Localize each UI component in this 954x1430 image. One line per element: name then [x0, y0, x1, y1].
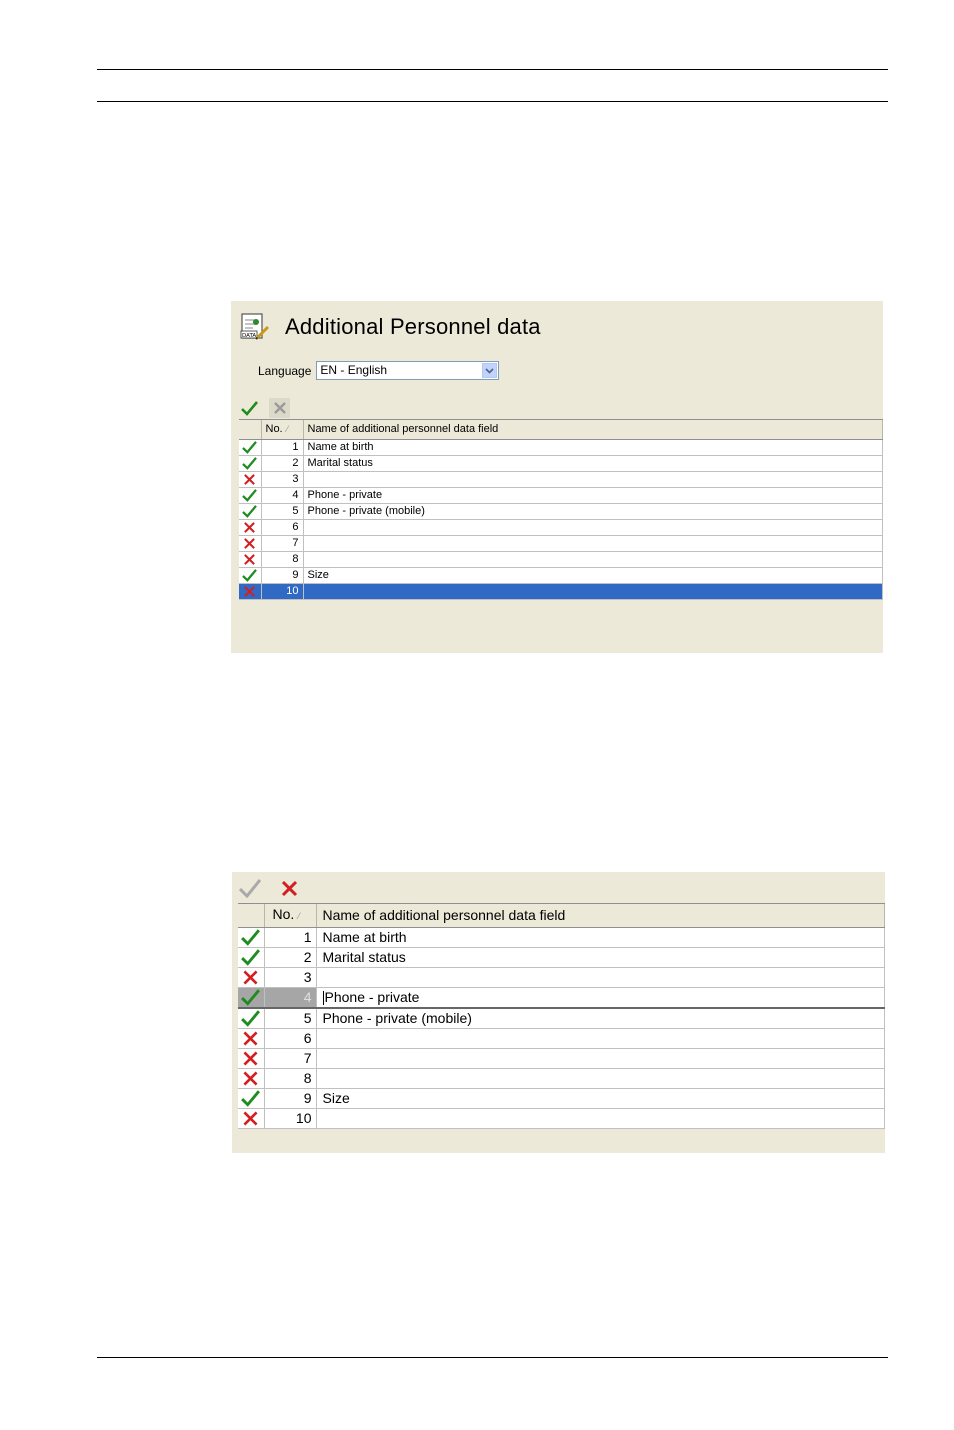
- language-select[interactable]: [316, 361, 499, 380]
- row-status-cell[interactable]: [239, 536, 261, 552]
- table-row[interactable]: [238, 948, 885, 968]
- cross-icon: [243, 473, 256, 486]
- table-row[interactable]: [239, 488, 883, 504]
- additional-personnel-data-dialog: [231, 301, 883, 653]
- cross-icon: [243, 521, 256, 534]
- row-status-cell[interactable]: [239, 488, 261, 504]
- cross-icon: [242, 969, 259, 986]
- checkmark-icon: [241, 1010, 260, 1027]
- personnel-fields-grid: [238, 903, 885, 1129]
- table-row[interactable]: [239, 472, 883, 488]
- field-name-cell[interactable]: [303, 552, 883, 568]
- cross-icon: [281, 880, 298, 897]
- row-number-cell: 10: [261, 584, 303, 600]
- row-number-cell: 3: [261, 472, 303, 488]
- header-rule-bottom: [97, 101, 888, 102]
- field-name-cell[interactable]: Size: [303, 568, 883, 584]
- checkmark-icon: [241, 929, 260, 946]
- dialog-header: [239, 311, 541, 343]
- row-number-cell: 8: [264, 1069, 316, 1089]
- row-number-cell: 9: [261, 568, 303, 584]
- chevron-down-icon[interactable]: [482, 363, 497, 378]
- personnel-fields-grid-zoomed: [232, 872, 885, 1153]
- row-number-cell: 2: [264, 948, 316, 968]
- field-name-cell[interactable]: Name at birth: [316, 928, 885, 948]
- grid-header-row: [238, 904, 885, 928]
- row-number-cell: 6: [264, 1029, 316, 1049]
- activate-button[interactable]: [239, 398, 260, 418]
- no-column-header[interactable]: No. ⁄: [264, 904, 316, 928]
- field-name-cell[interactable]: Phone - private: [303, 488, 883, 504]
- field-name-cell[interactable]: Size: [316, 1089, 885, 1109]
- row-status-cell[interactable]: [239, 440, 261, 456]
- field-name-cell[interactable]: [303, 584, 883, 600]
- activate-button[interactable]: [238, 876, 262, 900]
- row-status-cell[interactable]: [239, 584, 261, 600]
- status-column-header[interactable]: [239, 420, 261, 440]
- row-number-cell: 5: [264, 1008, 316, 1029]
- row-number-cell: 3: [264, 968, 316, 988]
- name-column-header[interactable]: Name of additional personnel data field: [316, 904, 885, 928]
- language-value: EN - English: [320, 363, 388, 377]
- row-status-cell[interactable]: [238, 948, 264, 968]
- checkmark-icon: [242, 441, 257, 454]
- row-number-cell: 1: [264, 928, 316, 948]
- row-number-cell: 9: [264, 1089, 316, 1109]
- checkmark-icon: [241, 989, 260, 1006]
- table-row[interactable]: [238, 988, 885, 1009]
- table-row[interactable]: [238, 1049, 885, 1069]
- row-status-cell[interactable]: [238, 968, 264, 988]
- row-status-cell[interactable]: [239, 472, 261, 488]
- field-name-cell[interactable]: Phone - private (mobile): [303, 504, 883, 520]
- cross-icon: [273, 401, 287, 415]
- svg-text:DATA: DATA: [242, 333, 257, 339]
- row-status-cell[interactable]: [239, 520, 261, 536]
- row-number-cell: 7: [261, 536, 303, 552]
- row-number-cell: 8: [261, 552, 303, 568]
- table-row[interactable]: [238, 928, 885, 948]
- table-row[interactable]: [239, 520, 883, 536]
- name-column-header[interactable]: Name of additional personnel data field: [303, 420, 883, 440]
- no-column-header[interactable]: No. ⁄: [261, 420, 303, 440]
- row-status-cell[interactable]: [239, 456, 261, 472]
- table-row[interactable]: [238, 1109, 885, 1129]
- personnel-fields-grid: [239, 419, 883, 600]
- checkmark-icon: [241, 949, 260, 966]
- row-status-cell[interactable]: [238, 1008, 264, 1029]
- table-row[interactable]: [239, 456, 883, 472]
- table-row[interactable]: [238, 1069, 885, 1089]
- table-row[interactable]: [239, 552, 883, 568]
- deactivate-button[interactable]: [269, 398, 290, 418]
- header-rule-top: [97, 69, 888, 70]
- row-status-cell[interactable]: [238, 928, 264, 948]
- checkmark-icon: [242, 505, 257, 518]
- row-number-cell: 2: [261, 456, 303, 472]
- grid-header-row: [239, 420, 883, 440]
- table-row[interactable]: [238, 1029, 885, 1049]
- row-number-cell: 7: [264, 1049, 316, 1069]
- text-caret: [323, 991, 324, 1005]
- row-status-cell[interactable]: [238, 1029, 264, 1049]
- checkmark-icon: [239, 879, 261, 898]
- checkmark-icon: [242, 489, 257, 502]
- deactivate-button[interactable]: [277, 876, 301, 900]
- field-name-cell[interactable]: [316, 1049, 885, 1069]
- checkmark-icon: [241, 401, 258, 416]
- row-number-cell: 10: [264, 1109, 316, 1129]
- cross-icon: [242, 1110, 259, 1127]
- grid-toolbar: [239, 398, 299, 418]
- row-status-cell[interactable]: [239, 504, 261, 520]
- row-number-cell: 1: [261, 440, 303, 456]
- grid-toolbar-zoomed: [238, 876, 316, 900]
- table-row[interactable]: [239, 440, 883, 456]
- field-name-cell[interactable]: [316, 1109, 885, 1129]
- row-number-cell: 6: [261, 520, 303, 536]
- row-status-cell[interactable]: [238, 1089, 264, 1109]
- field-name-cell[interactable]: [303, 472, 883, 488]
- row-number-cell: 5: [261, 504, 303, 520]
- field-name-cell[interactable]: Marital status: [316, 948, 885, 968]
- row-number-cell: 4: [261, 488, 303, 504]
- field-name-cell[interactable]: [316, 988, 885, 1009]
- footer-rule: [97, 1357, 888, 1358]
- field-name-cell[interactable]: [303, 520, 883, 536]
- field-name-cell[interactable]: [316, 1029, 885, 1049]
- table-row[interactable]: [239, 584, 883, 600]
- personnel-data-icon: [239, 311, 271, 343]
- field-name-cell[interactable]: [316, 968, 885, 988]
- cross-icon: [243, 537, 256, 550]
- table-row[interactable]: [238, 968, 885, 988]
- field-name-cell[interactable]: [316, 1069, 885, 1089]
- checkmark-icon: [242, 569, 257, 582]
- field-name-cell[interactable]: Phone - private (mobile): [316, 1008, 885, 1029]
- table-row[interactable]: [238, 1089, 885, 1109]
- cross-icon: [243, 553, 256, 566]
- cross-icon: [242, 1070, 259, 1087]
- language-label: Language: [258, 363, 312, 378]
- cross-icon: [242, 1030, 259, 1047]
- table-row[interactable]: [239, 536, 883, 552]
- language-row: [258, 361, 499, 380]
- field-name-input[interactable]: Phone - private: [324, 989, 420, 1005]
- cross-icon: [243, 585, 256, 598]
- row-status-cell[interactable]: [239, 552, 261, 568]
- row-status-cell[interactable]: [238, 1049, 264, 1069]
- status-column-header[interactable]: [238, 904, 264, 928]
- cross-icon: [242, 1050, 259, 1067]
- row-status-cell[interactable]: [238, 1109, 264, 1129]
- checkmark-icon: [241, 1090, 260, 1107]
- checkmark-icon: [242, 457, 257, 470]
- table-row[interactable]: [239, 568, 883, 584]
- table-row[interactable]: [239, 504, 883, 520]
- row-number-cell: 4: [264, 988, 316, 1009]
- field-name-cell[interactable]: Name at birth: [303, 440, 883, 456]
- page-title: Additional Personnel data: [285, 314, 541, 339]
- row-status-cell[interactable]: [238, 1069, 264, 1089]
- row-status-cell[interactable]: [239, 568, 261, 584]
- table-row[interactable]: [238, 1008, 885, 1029]
- field-name-cell[interactable]: [303, 536, 883, 552]
- field-name-cell[interactable]: Marital status: [303, 456, 883, 472]
- row-status-cell[interactable]: [238, 988, 264, 1009]
